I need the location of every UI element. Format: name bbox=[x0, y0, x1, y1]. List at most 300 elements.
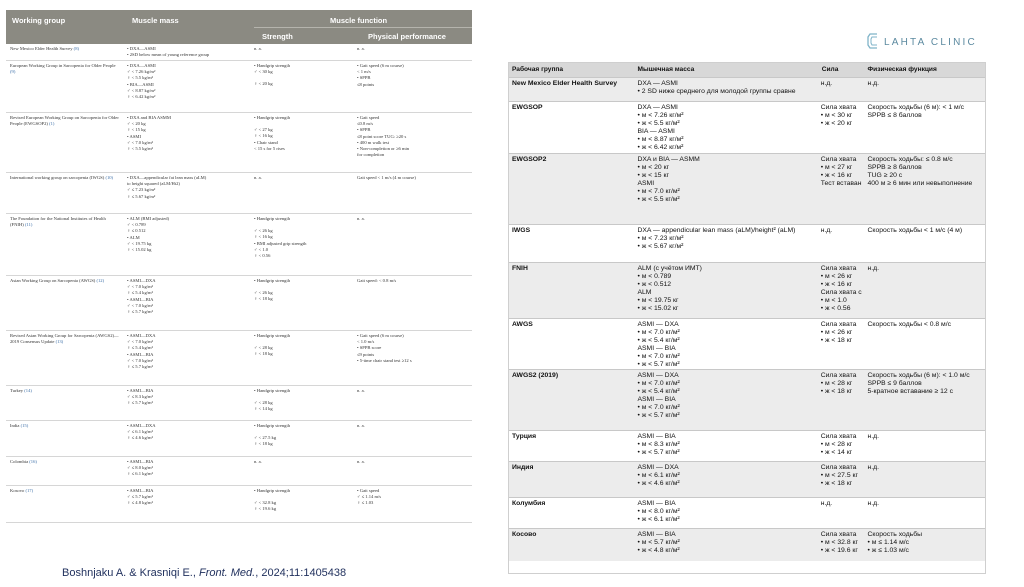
criteria-line: ♂ < 32.8 kg bbox=[254, 500, 277, 506]
criteria-line: • м < 6.1 кг/м² bbox=[637, 472, 680, 479]
muscle-mass-cell bbox=[124, 61, 251, 112]
table-row bbox=[509, 528, 985, 561]
criteria-line: • м < 27 кг bbox=[820, 164, 853, 171]
rheader-strength: Сила bbox=[821, 66, 839, 73]
muscle-mass-cell bbox=[124, 386, 251, 420]
strength-cell bbox=[819, 431, 865, 461]
criteria-line: • ASMI—BIA bbox=[127, 459, 154, 464]
working-group-cell bbox=[6, 214, 124, 275]
criteria-line: • м < 1.0 bbox=[820, 297, 847, 304]
criteria-line: ♀ ≤ 5.4 kg/m² bbox=[127, 345, 153, 351]
muscle-mass-cell bbox=[634, 263, 818, 318]
strength-cell bbox=[251, 113, 354, 172]
header-strength: Strength bbox=[262, 32, 293, 41]
criteria-line: • м < 5.7 кг/м² bbox=[637, 539, 680, 546]
reference-link[interactable]: (15) bbox=[20, 423, 29, 428]
russian-table-header bbox=[509, 63, 985, 77]
strength-cell bbox=[251, 331, 354, 385]
criteria-line: • м < 28 кг bbox=[820, 380, 853, 387]
strength-cell bbox=[819, 78, 865, 101]
criteria-line: • м < 26 кг bbox=[820, 329, 853, 336]
criteria-line: ♀ < 15 kg bbox=[127, 127, 146, 133]
criteria-line: ♂ < 7.0 kg/m² bbox=[127, 284, 154, 290]
reference-link[interactable]: (1) bbox=[49, 121, 55, 127]
group-name: International working group on sarcopenia (IWGS) bbox=[10, 175, 105, 180]
group-name: Asian Working Group on Sarcopenia (AWGS) bbox=[10, 278, 96, 283]
criteria-line: • м < 8.0 кг/м² bbox=[637, 508, 680, 515]
criteria-line: ♀ < 15.02 kg bbox=[127, 247, 152, 253]
performance-cell bbox=[354, 457, 472, 485]
criteria-line: Скорость ходьбы: ≤ 0.8 м/с bbox=[867, 156, 953, 163]
table-row bbox=[509, 369, 985, 430]
strength-cell bbox=[251, 276, 354, 330]
working-group-cell: EWGSOP bbox=[512, 104, 543, 111]
criteria-line: • ж < 5.7 кг/м² bbox=[637, 412, 680, 419]
strength-cell bbox=[251, 61, 354, 112]
criteria-line: n. a. bbox=[254, 175, 262, 180]
working-group-cell: Колумбия bbox=[512, 500, 546, 507]
function-cell bbox=[865, 529, 986, 561]
criteria-line: ♀ ≤ 1.03 bbox=[357, 500, 374, 506]
criteria-line: ♂ < 7.0 kg/m² bbox=[127, 302, 154, 308]
criteria-line: • ж < 20 кг bbox=[820, 120, 853, 127]
criteria-line: • 5-time chair stand test ≥12 s bbox=[357, 357, 412, 363]
working-group-cell: Косово bbox=[512, 531, 537, 538]
criteria-line: < 1 m/s bbox=[357, 69, 371, 75]
strength-cell bbox=[819, 154, 865, 224]
criteria-line: ASMI — BIA bbox=[637, 433, 676, 440]
criteria-line: ♀ < 16 kg bbox=[254, 234, 273, 240]
criteria-line: • Gait speed bbox=[357, 488, 380, 493]
criteria-line: ♀ < 16 kg bbox=[254, 133, 273, 139]
criteria-line: • Non-completion or ≥6 min bbox=[357, 146, 410, 152]
muscle-mass-cell bbox=[634, 498, 818, 528]
header-muscle-mass: Muscle mass bbox=[132, 16, 179, 25]
criteria-line: • ж < 15 кг bbox=[637, 172, 669, 179]
criteria-line: ALM (с учётом ИМТ) bbox=[637, 265, 702, 272]
muscle-mass-cell bbox=[124, 331, 251, 385]
criteria-line: • м < 7.0 кг/м² bbox=[637, 329, 680, 336]
criteria-line: ASMI — BIA bbox=[637, 500, 676, 507]
russian-criteria-table bbox=[508, 62, 986, 574]
criteria-line: ♀ ≤ 5.7 kg/m² bbox=[127, 364, 153, 370]
working-group-cell bbox=[6, 486, 124, 522]
performance-cell bbox=[354, 173, 472, 213]
criteria-line: • ж < 5.4 кг/м² bbox=[637, 388, 680, 395]
reference-link[interactable]: (14) bbox=[24, 388, 32, 393]
muscle-mass-cell bbox=[634, 431, 818, 461]
criteria-line: • м < 8.87 кг/м² bbox=[637, 136, 684, 143]
criteria-line: • ж < 5.7 кг/м² bbox=[637, 449, 680, 456]
criteria-line: DXA — ASMI bbox=[637, 80, 678, 87]
criteria-line: SPPB ≥ 8 баллов bbox=[867, 164, 922, 171]
criteria-line: • ASMI—BIA bbox=[127, 351, 154, 357]
strength-cell bbox=[819, 498, 865, 528]
criteria-line: Скорость ходьбы bbox=[867, 531, 922, 538]
criteria-line: < 1.0 m/s bbox=[357, 339, 375, 345]
criteria-line: • DXA—ASMI bbox=[127, 46, 156, 51]
criteria-line: ♀ ≤ 5.4 kg/m² bbox=[127, 290, 153, 296]
criteria-line: ≤8 point score TUG: ≥20 s bbox=[357, 133, 407, 139]
working-group-cell bbox=[6, 61, 124, 112]
muscle-mass-cell bbox=[634, 78, 818, 101]
criteria-line: • ж < 16 кг bbox=[820, 172, 853, 179]
strength-cell bbox=[251, 457, 354, 485]
performance-cell bbox=[354, 421, 472, 456]
criteria-line: n. a. bbox=[357, 216, 365, 221]
criteria-line: Скорость ходьбы < 0.8 м/с bbox=[867, 321, 952, 328]
criteria-line: SPPB ≤ 8 баллов bbox=[867, 112, 922, 119]
criteria-line: • м < 7.0 кг/м² bbox=[637, 188, 680, 195]
strength-cell bbox=[819, 462, 865, 497]
criteria-line: n. a. bbox=[357, 459, 365, 464]
criteria-line: ♂ < 19.75 kg bbox=[127, 240, 152, 246]
function-cell bbox=[865, 370, 986, 430]
reference-link[interactable]: (10) bbox=[105, 175, 114, 180]
lahta-clinic-logo bbox=[866, 32, 1006, 54]
citation-authors: Boshnjaku A. & Krasniqi E., bbox=[62, 567, 199, 579]
working-group-cell: IWGS bbox=[512, 227, 531, 234]
muscle-mass-cell bbox=[634, 225, 818, 262]
criteria-line: ♂ < 28 kg bbox=[254, 400, 273, 406]
criteria-line: Скорость ходьбы < 1 м/с (4 м) bbox=[867, 227, 963, 234]
criteria-line: • м < 28 кг bbox=[820, 441, 853, 448]
criteria-line: • DXA and BIA ASMM bbox=[127, 115, 171, 120]
criteria-line: ♀ ≤ 6.1 kg/m² bbox=[127, 471, 153, 477]
header-physical-performance: Physical performance bbox=[368, 32, 446, 41]
muscle-mass-cell bbox=[634, 370, 818, 430]
criteria-line: Сила хвата bbox=[820, 321, 857, 328]
criteria-line: ASMI — BIA bbox=[637, 531, 676, 538]
criteria-line: DXA — ASMI bbox=[637, 104, 678, 111]
criteria-line: Сила хвата bbox=[820, 464, 857, 471]
function-cell bbox=[865, 154, 986, 224]
criteria-line: n. a. bbox=[254, 46, 262, 51]
criteria-line: н.д. bbox=[867, 80, 879, 87]
criteria-line: • м ≤ 1.14 м/с bbox=[867, 539, 910, 546]
reference-link[interactable]: (11) bbox=[24, 222, 33, 228]
criteria-line: ♀ ≤ 4.8 kg/m² bbox=[127, 500, 153, 506]
criteria-line: н.д. bbox=[867, 500, 879, 507]
criteria-line: • ALM (BMI adjusted) bbox=[127, 216, 170, 221]
criteria-line: n. a. bbox=[357, 388, 365, 393]
criteria-line: • ж < 4.6 кг/м² bbox=[637, 480, 680, 487]
criteria-line: n. a. bbox=[357, 423, 365, 428]
muscle-mass-cell bbox=[124, 421, 251, 456]
criteria-line: • ж < 5.5 кг/м² bbox=[637, 196, 680, 203]
muscle-mass-cell bbox=[124, 486, 251, 522]
criteria-line: Gait speed: < 0.8 m/s bbox=[357, 278, 397, 283]
table-row bbox=[6, 421, 472, 457]
criteria-line: • ASMI—BIA bbox=[127, 488, 154, 493]
criteria-line: • ж < 5.67 кг/м² bbox=[637, 243, 684, 250]
criteria-line: ♂ < 27.5 kg bbox=[254, 435, 277, 441]
citation-details: , 2024;11:1405438 bbox=[255, 567, 347, 579]
group-name: The Foundation for the National Institutes of Health (FNIH) bbox=[10, 216, 106, 228]
criteria-line: • BIA—ASMI bbox=[127, 81, 154, 87]
working-group-cell: Турция bbox=[512, 433, 537, 440]
group-name: European Working Group in Sarcopenia for Older People bbox=[10, 63, 116, 68]
working-group-cell: EWGSOP2 bbox=[512, 156, 547, 163]
muscle-mass-cell bbox=[124, 276, 251, 330]
function-cell bbox=[865, 319, 986, 369]
citation bbox=[62, 567, 346, 579]
reference-link[interactable]: (17) bbox=[25, 488, 34, 493]
criteria-line: ♀ ≤ 5.7 kg/m² bbox=[127, 400, 153, 406]
strength-cell bbox=[251, 214, 354, 275]
working-group-cell: AWGS bbox=[512, 321, 533, 328]
criteria-line: • Handgrip strength bbox=[254, 333, 291, 338]
criteria-line: 5-кратное вставание ≥ 12 с bbox=[867, 388, 953, 395]
citation-journal: Front. Med. bbox=[198, 567, 256, 579]
criteria-line: ♂ < 27 kg bbox=[254, 127, 273, 133]
criteria-line: • ASMI—DXA bbox=[127, 333, 156, 338]
rheader-group: Рабочая группа bbox=[512, 66, 564, 73]
criteria-line: • SPPB score bbox=[357, 345, 382, 351]
criteria-line: ASMI — DXA bbox=[637, 321, 679, 328]
criteria-line: н.д. bbox=[867, 433, 879, 440]
criteria-line: • Handgrip strength bbox=[254, 423, 291, 428]
criteria-line: • м < 0.789 bbox=[637, 273, 672, 280]
criteria-line: SPPB ≤ 9 баллов bbox=[867, 380, 922, 387]
criteria-line: • м < 20 кг bbox=[637, 164, 670, 171]
reference-link[interactable]: (12) bbox=[96, 278, 105, 283]
muscle-mass-cell bbox=[124, 173, 251, 213]
criteria-line: ♀ ≤ 4.6 kg/m² bbox=[127, 435, 153, 441]
criteria-line: • 2SD below mean of young reference group bbox=[127, 52, 210, 58]
criteria-line: to height squared (aLM/Ht2) bbox=[127, 181, 180, 187]
russian-table-body bbox=[509, 77, 985, 561]
criteria-line: TUG ≥ 20 с bbox=[867, 172, 903, 179]
criteria-line: • м < 7.26 кг/м² bbox=[637, 112, 684, 119]
muscle-mass-cell bbox=[634, 319, 818, 369]
reference-link[interactable]: (16) bbox=[29, 459, 37, 464]
table-row bbox=[6, 486, 472, 523]
criteria-line: ♀ < 18 kg bbox=[254, 351, 273, 357]
performance-cell bbox=[354, 214, 472, 275]
criteria-line: ♂ < 7.26 kg/m² bbox=[127, 69, 156, 75]
group-name: Revised Asian Working Group for Sarcopenia (AWGS2)—2019 Consensus Update bbox=[10, 333, 119, 345]
criteria-line: ♂ < 20 kg bbox=[127, 121, 146, 127]
english-table-header bbox=[6, 10, 472, 44]
criteria-line: DXA и BIA — ASMM bbox=[637, 156, 700, 163]
criteria-line: ♂ < 28 kg bbox=[254, 345, 273, 351]
criteria-line: Сила хвата bbox=[820, 104, 857, 111]
criteria-line: • ASMI—DXA bbox=[127, 423, 156, 428]
working-group-cell bbox=[6, 386, 124, 420]
criteria-line: • Handgrip strength bbox=[254, 488, 291, 493]
criteria-line: • Handgrip strength bbox=[254, 216, 291, 221]
criteria-line: n. a. bbox=[357, 46, 365, 51]
table-row bbox=[509, 77, 985, 101]
criteria-line: Сила хвата bbox=[820, 265, 857, 272]
function-cell bbox=[865, 498, 986, 528]
criteria-line: • ж ≤ 1.03 м/с bbox=[867, 547, 909, 554]
criteria-line: • 2 SD ниже среднего для молодой группы сравне bbox=[637, 88, 796, 95]
criteria-line: ALM bbox=[637, 289, 652, 296]
english-table-body bbox=[6, 44, 472, 523]
performance-cell bbox=[354, 113, 472, 172]
criteria-line: ♂ < 7.0 kg/m² bbox=[127, 357, 154, 363]
performance-cell bbox=[354, 44, 472, 60]
criteria-line: ♂ < 1.0 bbox=[254, 246, 269, 252]
group-name: Revised European Working Group on Sarcopenia for Older People (EWGSOP2) bbox=[10, 115, 119, 127]
criteria-line: ♂ ≤ 8.0 kg/m² bbox=[127, 465, 153, 471]
muscle-mass-cell bbox=[634, 529, 818, 561]
criteria-line: • м < 27.5 кг bbox=[820, 472, 858, 479]
criteria-line: • ж < 15.02 кг bbox=[637, 305, 679, 312]
criteria-line: ASMI — BIA bbox=[637, 345, 676, 352]
criteria-line: • Handgrip strength bbox=[254, 388, 291, 393]
function-cell bbox=[865, 78, 986, 101]
criteria-line: • Gait speed (6 m course) bbox=[357, 333, 404, 338]
criteria-line: < 15 s for 5 rises bbox=[254, 145, 285, 151]
performance-cell bbox=[354, 61, 472, 112]
table-row bbox=[6, 386, 472, 421]
performance-cell bbox=[354, 331, 472, 385]
criteria-line: n. a. bbox=[254, 459, 262, 464]
working-group-cell: FNIH bbox=[512, 265, 528, 272]
table-row bbox=[6, 61, 472, 113]
criteria-line: ASMI bbox=[637, 180, 655, 187]
criteria-line: Сила хвата bbox=[820, 156, 857, 163]
header-divider bbox=[254, 27, 472, 28]
criteria-line: Тест вставан bbox=[820, 180, 862, 187]
criteria-line: • ж < 0.56 bbox=[820, 305, 851, 312]
criteria-line: • Gait speed bbox=[357, 115, 380, 120]
criteria-line: ASMI — BIA bbox=[637, 396, 676, 403]
reference-link[interactable]: (13) bbox=[55, 339, 64, 345]
criteria-line: • ASMI—DXA bbox=[127, 278, 156, 283]
criteria-line: ♂ < 26 kg bbox=[254, 290, 273, 296]
rheader-function: Физическая функция bbox=[867, 66, 937, 73]
criteria-line: ♂ < 7.0 kg/m² bbox=[127, 339, 154, 345]
table-row bbox=[509, 224, 985, 262]
criteria-line: • ж < 18 кг bbox=[820, 337, 853, 344]
criteria-line: • ж < 18 кг bbox=[820, 388, 853, 395]
function-cell bbox=[865, 102, 986, 153]
header-working-group: Working group bbox=[12, 16, 66, 25]
criteria-line: • DXA—appendicular fat lean mass (aLM) bbox=[127, 175, 207, 180]
criteria-line: ♀ < 6.42 kg/m² bbox=[127, 94, 156, 100]
criteria-line: • BMI adjusted grip strength bbox=[254, 240, 307, 246]
performance-cell bbox=[354, 386, 472, 420]
working-group-cell bbox=[6, 44, 124, 60]
logo-text: LAHTA CLINIC bbox=[884, 37, 977, 48]
table-row bbox=[509, 101, 985, 153]
reference-link[interactable]: (9) bbox=[10, 69, 16, 75]
criteria-line: • 400 m walk test bbox=[357, 139, 389, 145]
criteria-line: • ж < 5.4 кг/м² bbox=[637, 337, 680, 344]
criteria-line: • ж < 0.512 bbox=[637, 281, 672, 288]
criteria-line: • SPPB bbox=[357, 127, 371, 133]
criteria-line: ♂ < 26 kg bbox=[254, 228, 273, 234]
criteria-line: ♀ < 20 kg bbox=[254, 81, 273, 87]
criteria-line: ♀ < 18 kg bbox=[254, 441, 273, 447]
strength-cell bbox=[819, 370, 865, 430]
table-row bbox=[509, 318, 985, 369]
working-group-cell bbox=[6, 113, 124, 172]
strength-cell bbox=[251, 486, 354, 522]
table-row bbox=[6, 173, 472, 214]
muscle-mass-cell bbox=[124, 457, 251, 485]
criteria-line: • м < 26 кг bbox=[820, 273, 853, 280]
criteria-line: 400 м ≥ 6 мин или невыполнение bbox=[867, 180, 973, 187]
table-row bbox=[6, 276, 472, 331]
criteria-line: • ALM bbox=[127, 234, 140, 240]
rheader-mass: Мышечная масса bbox=[637, 66, 695, 73]
working-group-cell: New Mexico Elder Health Survey bbox=[512, 80, 618, 87]
group-name: Kosovo bbox=[10, 488, 25, 493]
criteria-line: ≤0.8 m/s bbox=[357, 121, 374, 127]
criteria-line: ♀ ≤ 5.7 kg/m² bbox=[127, 309, 153, 315]
muscle-mass-cell bbox=[124, 44, 251, 60]
criteria-line: • м < 7.0 кг/м² bbox=[637, 353, 680, 360]
table-row bbox=[509, 430, 985, 461]
criteria-line: • ж < 18 кг bbox=[820, 480, 853, 487]
function-cell bbox=[865, 225, 986, 262]
criteria-line: н.д. bbox=[820, 227, 833, 234]
criteria-line: н.д. bbox=[820, 500, 833, 507]
group-name: India bbox=[10, 423, 20, 428]
criteria-line: • м < 7.0 кг/м² bbox=[637, 380, 680, 387]
criteria-line: • Gait speed (6 m course) bbox=[357, 63, 404, 68]
working-group-cell bbox=[6, 173, 124, 213]
criteria-line: ♀ < 5.5 kg/m² bbox=[127, 146, 154, 152]
criteria-line: Скорость ходьбы (6 м): < 1 м/с bbox=[867, 104, 964, 111]
table-row bbox=[6, 457, 472, 486]
logo-mark-icon bbox=[866, 32, 880, 50]
criteria-line: • ж < 6.1 кг/м² bbox=[637, 516, 680, 523]
criteria-line: ♀ < 18 kg bbox=[254, 296, 273, 302]
working-group-cell bbox=[6, 421, 124, 456]
criteria-line: Сила хвата bbox=[820, 372, 857, 379]
criteria-line: • м < 19.75 кг bbox=[637, 297, 679, 304]
strength-cell bbox=[819, 225, 865, 262]
criteria-line: for completion bbox=[357, 152, 385, 158]
reference-link[interactable]: (8) bbox=[73, 46, 80, 51]
criteria-line: • ж < 6.42 кг/м² bbox=[637, 144, 684, 151]
criteria-line: ASMI — DXA bbox=[637, 372, 679, 379]
criteria-line: • м < 8.3 кг/м² bbox=[637, 441, 680, 448]
table-row bbox=[6, 44, 472, 61]
criteria-line: DXA — appendicular lean mass (aLM)/height² (aLM) bbox=[637, 227, 796, 234]
criteria-line: • м < 30 кг bbox=[820, 112, 853, 119]
criteria-line: ♀ < 0.56 bbox=[254, 253, 271, 259]
criteria-line: ♂ ≤ 5.7 kg/m² bbox=[127, 494, 153, 500]
strength-cell bbox=[819, 263, 865, 318]
criteria-line: • ASMI—BIA bbox=[127, 296, 154, 302]
working-group-cell bbox=[6, 457, 124, 485]
criteria-line: ♂ < 8.87 kg/m² bbox=[127, 87, 156, 93]
criteria-line: • ASMI—BIA bbox=[127, 388, 154, 393]
criteria-line: • ж < 19.6 кг bbox=[820, 547, 858, 554]
criteria-line: Сила хвата с bbox=[820, 289, 862, 296]
criteria-line: ASMI — DXA bbox=[637, 464, 679, 471]
criteria-line: ♂ ≤ 1.14 m/s bbox=[357, 494, 382, 500]
table-row bbox=[6, 214, 472, 276]
english-criteria-table bbox=[6, 10, 472, 563]
criteria-line: ♂ < 30 kg bbox=[254, 69, 273, 75]
criteria-line: • м < 7.0 кг/м² bbox=[637, 404, 680, 411]
working-group-cell bbox=[6, 276, 124, 330]
criteria-line: • Handgrip strength bbox=[254, 63, 291, 68]
performance-cell bbox=[354, 486, 472, 522]
criteria-line: • ж < 5.7 кг/м² bbox=[637, 361, 680, 368]
criteria-line: ♂ < 0.789 bbox=[127, 222, 146, 228]
muscle-mass-cell bbox=[124, 113, 251, 172]
strength-cell bbox=[251, 44, 354, 60]
